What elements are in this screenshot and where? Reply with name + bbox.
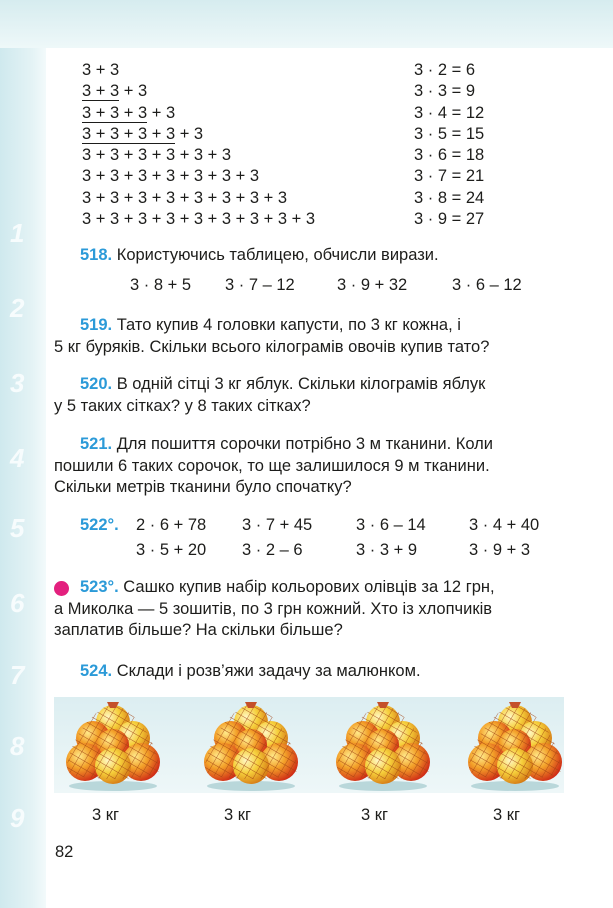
mult-row: 3 · 7 = 21: [414, 167, 485, 186]
expression: 3 · 9 + 3: [469, 541, 530, 559]
side-number: 3: [10, 368, 25, 398]
expression: 3 · 7 – 12: [225, 276, 295, 294]
sequence-row: 3 + 3: [82, 61, 120, 79]
side-number: 4: [10, 443, 25, 473]
side-number: 6: [10, 588, 25, 618]
side-number: 8: [10, 731, 25, 761]
mult-row: 3 · 8 = 24: [414, 188, 485, 207]
mult-row: 3 · 2 = 6: [414, 61, 475, 79]
page-number: 82: [55, 843, 74, 861]
apple-bag-icon: [465, 700, 565, 792]
task-number: 522°.: [80, 516, 119, 534]
sequence-row: 3 + 3 + 3 + 3: [82, 103, 176, 122]
mult-row: 3 · 3 = 9: [414, 82, 475, 101]
sequence-row: 3 + 3 + 3: [82, 82, 148, 101]
task-518: 518. Користуючись таблицею, обчисли вирази.: [80, 246, 439, 264]
task-520: 520. В одній сітці 3 кг яблук. Скільки кілограмів яблук у 5 таких сітках? у 8 таких сітках?: [54, 375, 486, 415]
sidebar-tab: [0, 48, 46, 908]
expression: 3 · 2 – 6: [242, 541, 303, 559]
multiplication-table: [414, 60, 484, 230]
sequence-row: 3 + 3 + 3 + 3 + 3 + 3 + 3: [82, 167, 260, 186]
weight-label: 3 кг: [361, 806, 388, 824]
sequence-row: 3 + 3 + 3 + 3 + 3 + 3 + 3 + 3 + 3: [82, 210, 316, 229]
sequence-row: 3 + 3 + 3 + 3 + 3: [82, 124, 204, 143]
side-number: 1: [10, 218, 25, 248]
mult-row: 3 · 5 = 15: [414, 124, 485, 143]
mult-row: 3 · 6 = 18: [414, 146, 485, 165]
side-number: 7: [10, 660, 25, 690]
task-521: 521. Для пошиття сорочки потрібно 3 м тканини. Коли пошили 6 таких сорочок, то ще залишилося 9 м тканини. Скільки метрів тканини було спочатку?: [54, 435, 494, 496]
sequence-row: 3 + 3 + 3 + 3 + 3 + 3: [82, 146, 232, 165]
task-number: 518.: [80, 246, 113, 264]
expression: 3 · 5 + 20: [136, 541, 207, 559]
top-band: [0, 0, 613, 48]
task-523: 523°. Сашко купив набір кольорових олівців за 12 грн, а Миколка — 5 зошитів, по 3 грн кожний. Хто із хлопчиків заплатив більше? На скільки більше?: [54, 578, 495, 639]
sequence-row: 3 + 3 + 3 + 3 + 3 + 3 + 3 + 3: [82, 188, 288, 207]
expression: 3 · 6 – 14: [356, 516, 426, 534]
task-number: 520.: [80, 375, 113, 393]
weight-label: 3 кг: [493, 806, 520, 824]
addition-sequence: [82, 60, 315, 230]
side-number: 9: [10, 803, 25, 833]
expression: 3 · 8 + 5: [130, 276, 191, 294]
weight-label: 3 кг: [224, 806, 251, 824]
expression: 2 · 6 + 78: [136, 516, 207, 534]
apple-bag-icon: [201, 700, 301, 792]
task-519: 519. Тато купив 4 головки капусти, по 3 кг кожна, і 5 кг буряків. Скільки всього кілограмів овочів купив тато?: [54, 316, 490, 356]
task-number: 519.: [80, 316, 113, 334]
weight-label: 3 кг: [92, 806, 119, 824]
task-number: 523°.: [80, 578, 119, 596]
side-number: 2: [10, 293, 25, 323]
task-number: 521.: [80, 435, 113, 453]
apple-bag-icon: [63, 700, 163, 792]
expression: 3 · 7 + 45: [242, 516, 313, 534]
expression: 3 · 6 – 12: [452, 276, 522, 294]
expression: 3 · 4 + 40: [469, 516, 540, 534]
task-number: 524.: [80, 662, 113, 680]
apple-bag-icon: [333, 700, 433, 792]
mult-row: 3 · 9 = 27: [414, 210, 485, 229]
side-number: 5: [10, 513, 25, 543]
expression: 3 · 9 + 32: [337, 276, 408, 294]
mult-row: 3 · 4 = 12: [414, 103, 485, 122]
expression: 3 · 3 + 9: [356, 541, 417, 559]
task-524: 524. Склади і розв’яжи задачу за малюнком.: [80, 662, 421, 680]
